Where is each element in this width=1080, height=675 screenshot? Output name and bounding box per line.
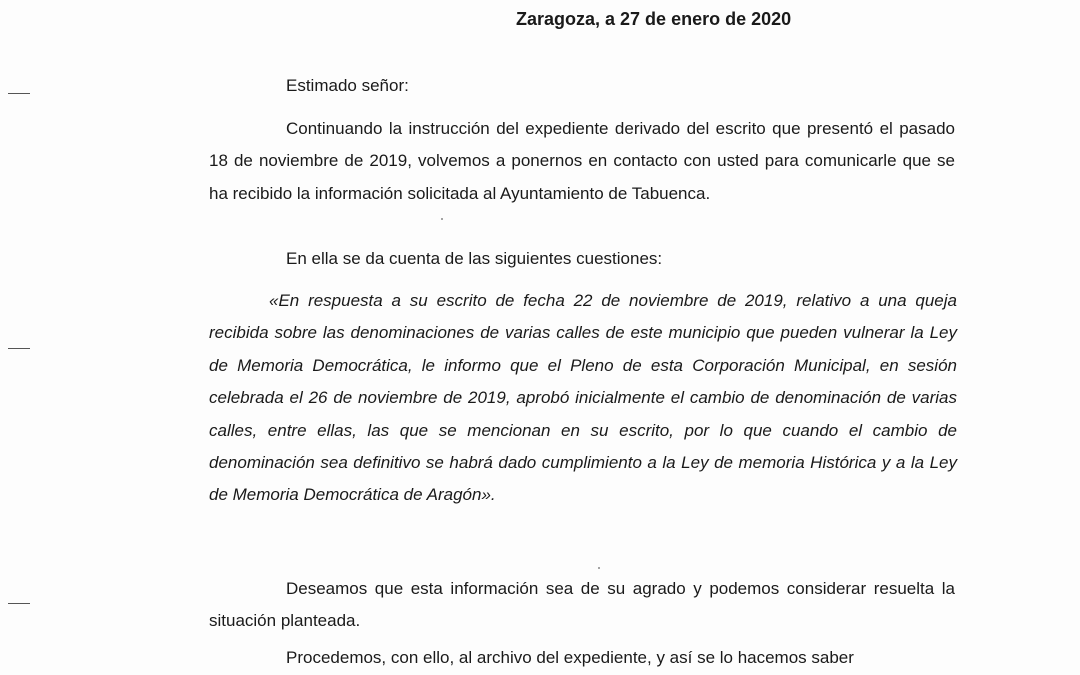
salutation: Estimado señor: <box>286 76 409 95</box>
paragraph-intro: Continuando la instrucción del expediente derivado del escrito que presentó el pasado 18 de noviembre de 2019, volvemos a ponernos en contacto con usted para comunicarle que se ha recibido la información solicitada al Ayuntamiento de Tabuenca. <box>209 119 955 203</box>
paragraph-quoted-reply: «En respuesta a su escrito de fecha 22 de noviembre de 2019, relativo a una queja recibida sobre las denominaciones de varias calles de este municipio que pueden vulnerar la Ley de Memoria Democrática, le informo que el Pleno de esta Corporación Municipal, en sesión celebrada el 26 de noviembre de 2019, aprobó inicialmente el cambio de denominación de varias calles, entre ellas, las que se mencionan en su escrito, por lo que cuando el cambio de denominación sea definitivo se habrá dado cumplimiento a la Ley de memoria Histórica y a la Ley de Memoria Democrática de Aragón». <box>209 291 957 505</box>
margin-hole-mark <box>8 348 30 349</box>
scan-speck <box>441 218 443 220</box>
date-line: Zaragoza, a 27 de enero de 2020 <box>516 9 792 29</box>
scan-speck <box>598 567 600 569</box>
paragraph-questions-intro: En ella se da cuenta de las siguientes cuestiones: <box>286 249 663 268</box>
margin-hole-mark <box>8 603 30 604</box>
paragraph-archive: Procedemos, con ello, al archivo del expediente, y así se lo hacemos saber <box>286 648 854 667</box>
margin-hole-mark <box>8 93 30 94</box>
paragraph-closing: Deseamos que esta información sea de su agrado y podemos considerar resuelta la situación planteada. <box>209 579 955 631</box>
